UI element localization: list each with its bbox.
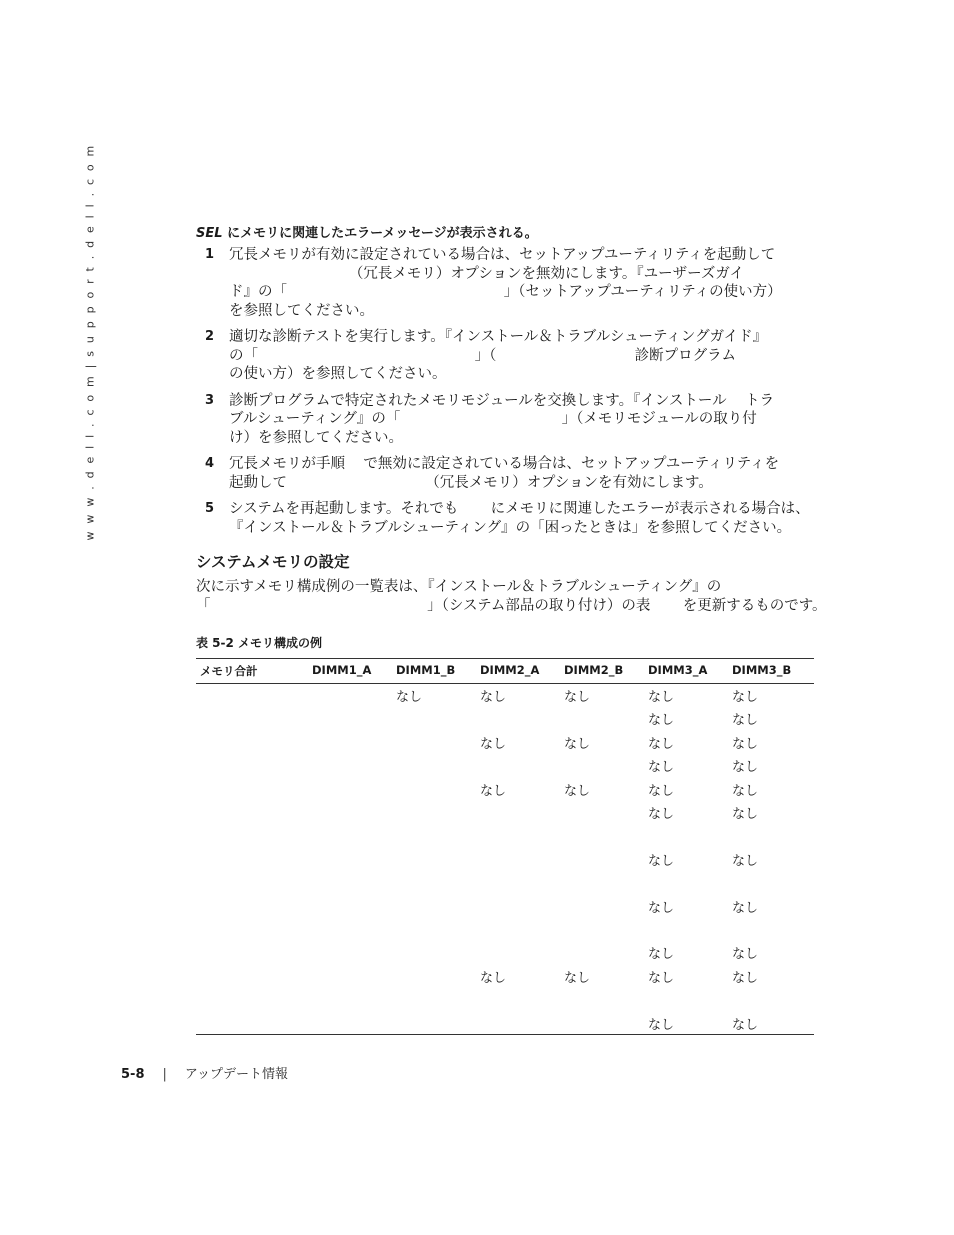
step-line: ド』の「 」（セットアップユーティリティの使い方） bbox=[229, 284, 782, 300]
step-item bbox=[205, 455, 817, 492]
step-line: の使い方）を参照してください。 bbox=[229, 366, 447, 382]
table-cell: なし bbox=[648, 690, 675, 705]
header-dimm2-a: DIMM2_A bbox=[480, 663, 540, 677]
table-row bbox=[196, 850, 814, 873]
header-dimm2-b: DIMM2_B bbox=[564, 663, 624, 677]
header-dimm3-a: DIMM3_A bbox=[648, 663, 708, 677]
step-line: の「 」（ 診断プログラム bbox=[229, 347, 737, 364]
table-cell: なし bbox=[648, 807, 675, 822]
table-cell: なし bbox=[732, 737, 759, 752]
table-cell: なし bbox=[564, 971, 591, 986]
table-cell: なし bbox=[732, 901, 759, 916]
header-total-memory: メモリ合計 bbox=[200, 664, 258, 678]
table-cell: なし bbox=[732, 854, 759, 869]
header-dimm1-a: DIMM1_A bbox=[312, 663, 372, 677]
table-cell: なし bbox=[480, 971, 507, 986]
table-cell: なし bbox=[396, 690, 423, 705]
table-row bbox=[196, 943, 814, 966]
table-cell: なし bbox=[480, 690, 507, 705]
step-line: 診断プログラムで特定されたメモリモジュールを交換します。『インストール トラ bbox=[229, 392, 775, 409]
table-cell: なし bbox=[648, 713, 675, 728]
table-row bbox=[196, 756, 814, 779]
table-cell: なし bbox=[648, 760, 675, 775]
table-row bbox=[196, 803, 814, 826]
table-row bbox=[196, 709, 814, 732]
table-row bbox=[196, 967, 814, 990]
step-line: 『インストール＆トラブルシューティング』の「困ったときは」を参照してください。 bbox=[229, 519, 792, 536]
table-cell: なし bbox=[648, 971, 675, 986]
table-cell: なし bbox=[564, 737, 591, 752]
intro-paragraph bbox=[196, 578, 827, 615]
step-line: 適切な診断テストを実行します。『インストール＆トラブルシューティングガイド』 bbox=[229, 329, 768, 345]
table-cell: なし bbox=[732, 1018, 759, 1033]
page-number: 5-8 bbox=[121, 1067, 145, 1082]
table-header-row bbox=[196, 659, 814, 684]
page-footer bbox=[121, 1063, 288, 1082]
step-item bbox=[205, 392, 817, 448]
table-cell: なし bbox=[648, 854, 675, 869]
step-list bbox=[205, 246, 817, 545]
table-cell: なし bbox=[648, 737, 675, 752]
table-cell: なし bbox=[732, 760, 759, 775]
table-cell: なし bbox=[648, 901, 675, 916]
step-number: 1 bbox=[205, 247, 215, 262]
table-row bbox=[196, 733, 814, 756]
table-cell: なし bbox=[732, 784, 759, 799]
table-cell: なし bbox=[732, 971, 759, 986]
table-cell: なし bbox=[480, 737, 507, 752]
sidebar-url-text: w w w . d e l l . c o m | s u p p o r t . d e l l . c o m bbox=[83, 143, 97, 541]
table-cell: なし bbox=[648, 947, 675, 962]
footer-title: アップデート情報 bbox=[184, 1067, 288, 1082]
sidebar-url bbox=[70, 143, 110, 541]
step-number: 2 bbox=[205, 329, 215, 344]
table-row bbox=[196, 686, 814, 709]
sel-heading-text: にメモリに関連したエラーメッセージが表示される。 bbox=[227, 226, 538, 241]
table-cell: なし bbox=[732, 713, 759, 728]
intro-line: 「 」（システム部品の取り付け）の表 を更新するものです。 bbox=[196, 597, 827, 614]
step-number: 3 bbox=[205, 392, 215, 408]
table-caption: 表 5-2 メモリ構成の例 bbox=[196, 636, 323, 650]
step-line: 冗長メモリが手順 で無効に設定されている場合は、セットアップユーティリティを bbox=[229, 456, 780, 472]
step-line: け）を参照してください。 bbox=[229, 429, 403, 446]
step-line: 起動して （冗長メモリ）オプションを有効にします。 bbox=[229, 474, 713, 491]
step-item bbox=[205, 246, 817, 320]
sel-prefix: SEL bbox=[196, 226, 223, 241]
table-row bbox=[196, 897, 814, 920]
table-cell: なし bbox=[732, 690, 759, 705]
intro-line: 次に示すメモリ構成例の一覧表は、『インストール＆トラブルシューティング』の bbox=[196, 579, 722, 595]
footer-separator: | bbox=[162, 1067, 167, 1082]
step-item bbox=[205, 328, 817, 384]
step-line: システムを再起動します。それでも にメモリに関連したエラーが表示される場合は、 bbox=[229, 501, 810, 517]
table-row bbox=[196, 780, 814, 803]
header-dimm3-b: DIMM3_B bbox=[732, 663, 792, 677]
section-title: システムメモリの設定 bbox=[196, 553, 350, 571]
table-cell: なし bbox=[564, 690, 591, 705]
table-cell: なし bbox=[648, 784, 675, 799]
step-line: を参照してください。 bbox=[229, 302, 374, 319]
step-line: （冗長メモリ）オプションを無効にします。『ユーザーズガイ bbox=[229, 265, 744, 282]
header-dimm1-b: DIMM1_B bbox=[396, 663, 456, 677]
table-body bbox=[196, 684, 814, 1034]
memory-config-table bbox=[196, 658, 814, 1035]
table-cell: なし bbox=[732, 807, 759, 822]
table-cell: なし bbox=[732, 947, 759, 962]
step-number: 5 bbox=[205, 501, 215, 516]
step-line: ブルシューティング』の「 」（メモリモジュールの取り付 bbox=[229, 411, 757, 427]
step-item bbox=[205, 500, 817, 537]
table-row bbox=[196, 1014, 814, 1037]
step-line: 冗長メモリが有効に設定されている場合は、セットアップユーティリティを起動して bbox=[229, 247, 776, 263]
table-cell: なし bbox=[480, 784, 507, 799]
table-cell: なし bbox=[648, 1018, 675, 1033]
section-heading-sel bbox=[196, 222, 538, 241]
step-number: 4 bbox=[205, 456, 215, 471]
table-cell: なし bbox=[564, 784, 591, 799]
